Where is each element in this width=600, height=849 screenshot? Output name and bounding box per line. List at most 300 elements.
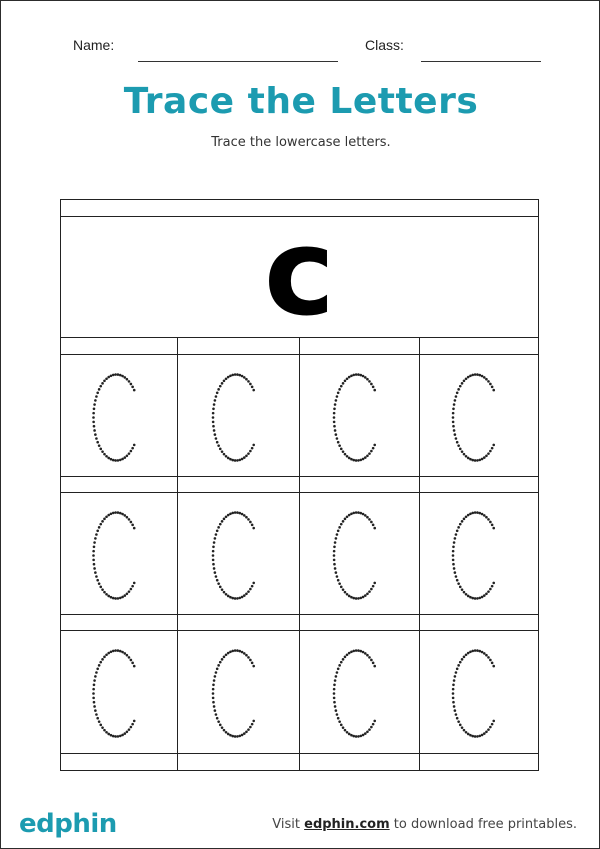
- trace-dot: [128, 380, 131, 383]
- trace-dot: [93, 403, 96, 406]
- trace-dot: [487, 590, 490, 593]
- trace-dot: [491, 662, 494, 665]
- footer-link[interactable]: edphin.com: [304, 817, 390, 832]
- trace-dot: [335, 399, 338, 402]
- trace-dot: [370, 450, 373, 453]
- trace-cell[interactable]: [420, 631, 538, 752]
- trace-dot: [238, 459, 241, 462]
- trace-dot: [459, 448, 462, 451]
- trace-dot: [481, 734, 484, 737]
- trace-dot: [212, 550, 215, 553]
- trace-dot: [335, 433, 338, 436]
- trace-dot: [467, 376, 470, 379]
- trace-dot: [243, 652, 246, 655]
- trace-dot: [373, 665, 376, 668]
- trace-dot: [216, 667, 219, 670]
- trace-dot: [471, 597, 474, 600]
- trace-dot: [99, 385, 102, 388]
- trace-dot: [241, 375, 244, 378]
- trace-dot: [455, 395, 458, 398]
- trace-dot: [465, 455, 468, 458]
- trace-dot: [461, 658, 464, 661]
- trace-dot: [453, 429, 456, 432]
- trace-dot: [471, 735, 474, 738]
- trace-dot: [350, 734, 353, 737]
- trace-dot: [452, 416, 455, 419]
- trace-dot: [478, 650, 481, 653]
- trace-dot: [93, 683, 96, 686]
- trace-dot: [452, 550, 455, 553]
- trace-dot: [368, 518, 371, 521]
- trace-dot: [357, 597, 360, 600]
- trace-dot: [340, 661, 343, 664]
- trace-dot: [101, 520, 104, 523]
- trace-dot: [346, 515, 349, 518]
- trace-dot: [212, 545, 215, 548]
- trace-dot: [476, 373, 479, 376]
- trace-dot: [133, 444, 136, 447]
- trace-dot: [99, 448, 102, 451]
- trace-dot: [130, 588, 133, 591]
- trace-dot: [133, 720, 136, 723]
- trace-dot: [455, 437, 458, 440]
- trace-dot: [249, 521, 252, 524]
- trace-dot: [117, 597, 120, 600]
- trace-dot: [94, 709, 97, 712]
- trace-dot: [214, 433, 217, 436]
- trace-dot: [119, 512, 122, 515]
- trace-dot: [131, 447, 134, 450]
- trace-dot: [213, 705, 216, 708]
- trace-cell[interactable]: [178, 631, 300, 752]
- trace-dot: [359, 597, 362, 600]
- trace-dot: [467, 733, 470, 736]
- trace-dot: [101, 382, 104, 385]
- trace-dot: [225, 731, 228, 734]
- trace-dot: [251, 662, 254, 665]
- trace-dot: [219, 385, 222, 388]
- trace-cell[interactable]: [61, 631, 178, 752]
- trace-dot: [119, 597, 122, 600]
- trace-dot: [478, 374, 481, 377]
- trace-dot: [340, 448, 343, 451]
- trace-dot: [251, 386, 254, 389]
- trace-dot: [346, 377, 349, 380]
- trace-dot: [355, 735, 358, 738]
- trace-dot: [124, 376, 127, 379]
- trace-dot: [112, 374, 115, 377]
- trace-dot: [95, 671, 98, 674]
- trace-dot: [335, 675, 338, 678]
- trace-dot: [93, 541, 96, 544]
- trace-cell[interactable]: [300, 355, 420, 476]
- trace-dot: [492, 720, 495, 723]
- trace-dot: [489, 588, 492, 591]
- trace-dot: [492, 444, 495, 447]
- trace-cell[interactable]: [178, 493, 300, 614]
- trace-dot: [212, 554, 215, 557]
- trace-dot: [212, 683, 215, 686]
- trace-dot: [337, 717, 340, 720]
- trace-dot: [348, 514, 351, 517]
- trace-dot: [483, 594, 486, 597]
- trace-dot: [359, 735, 362, 738]
- trace-dot: [227, 457, 230, 460]
- trace-dot: [234, 511, 237, 514]
- trace-dot: [491, 723, 494, 726]
- trace-dot: [121, 458, 124, 461]
- trace-dot: [469, 596, 472, 599]
- trace-dot: [355, 511, 358, 514]
- trace-dot: [340, 385, 343, 388]
- trace-cell[interactable]: [420, 355, 538, 476]
- trace-dot: [236, 649, 239, 652]
- trace-dot: [229, 512, 232, 515]
- trace-dot: [334, 541, 337, 544]
- trace-dot: [487, 728, 490, 731]
- trace-dot: [478, 597, 481, 600]
- trace-dot: [117, 511, 120, 514]
- trace-dot: [225, 377, 228, 380]
- trace-dot: [457, 664, 460, 667]
- trace-dot: [478, 512, 481, 515]
- trace-dot: [452, 683, 455, 686]
- trace-dot: [337, 529, 340, 532]
- trace-cell[interactable]: [300, 631, 420, 752]
- trace-dot: [92, 554, 95, 557]
- trace-dot: [98, 664, 101, 667]
- trace-dot: [117, 459, 120, 462]
- trace-dot: [481, 513, 484, 516]
- trace-dot: [344, 518, 347, 521]
- trace-dot: [216, 529, 219, 532]
- trace-dot: [342, 726, 345, 729]
- trace-dot: [212, 697, 215, 700]
- trace-dot: [124, 652, 127, 655]
- trace-dot: [476, 597, 479, 600]
- trace-dot: [366, 516, 369, 519]
- trace-dot: [454, 571, 457, 574]
- trace-dot: [238, 374, 241, 377]
- trace-dot: [94, 433, 97, 436]
- trace-dot: [219, 448, 222, 451]
- trace-dot: [103, 380, 106, 383]
- trace-dot: [474, 597, 477, 600]
- trace-dot: [333, 412, 336, 415]
- trace-dot: [247, 656, 250, 659]
- trace-dot: [352, 459, 355, 462]
- trace-dot: [213, 567, 216, 570]
- trace-dot: [454, 709, 457, 712]
- trace-dot: [236, 735, 239, 738]
- dotted-letter-c: [178, 631, 300, 752]
- trace-dot: [128, 590, 131, 593]
- trace-dot: [333, 688, 336, 691]
- trace-dot: [485, 654, 488, 657]
- trace-dot: [225, 653, 228, 656]
- trace-dot: [96, 391, 99, 394]
- trace-dot: [112, 735, 115, 738]
- trace-dot: [364, 514, 367, 517]
- trace-dot: [128, 518, 131, 521]
- trace-dot: [212, 421, 215, 424]
- trace-dot: [362, 596, 365, 599]
- trace-dot: [107, 733, 110, 736]
- trace-dot: [112, 512, 115, 515]
- trace-dot: [223, 380, 226, 383]
- trace-dot: [357, 511, 360, 514]
- trace-dot: [335, 571, 338, 574]
- trace-dot: [357, 459, 360, 462]
- trace-dot: [478, 735, 481, 738]
- trace-dot: [247, 590, 250, 593]
- trace-dot: [455, 533, 458, 536]
- trace-dot: [124, 594, 127, 597]
- trace-dot: [93, 679, 96, 682]
- trace-dot: [368, 656, 371, 659]
- trace-dot: [128, 452, 131, 455]
- trace-dot: [236, 511, 239, 514]
- trace-dot: [454, 399, 457, 402]
- class-label: Class:: [365, 37, 404, 53]
- trace-dot: [236, 373, 239, 376]
- trace-dot: [492, 665, 495, 668]
- trace-dot: [452, 421, 455, 424]
- trace-dot: [471, 512, 474, 515]
- trace-dot: [112, 650, 115, 653]
- trace-dot: [98, 720, 101, 723]
- trace-dot: [130, 659, 133, 662]
- trace-dot: [131, 723, 134, 726]
- trace-dot: [471, 374, 474, 377]
- trace-dot: [474, 649, 477, 652]
- trace-dot: [483, 652, 486, 655]
- trace-cell[interactable]: [61, 493, 178, 614]
- dotted-letter-c: [420, 631, 538, 752]
- trace-dot: [105, 515, 108, 518]
- trace-dot: [249, 588, 252, 591]
- trace-dot: [225, 515, 228, 518]
- trace-dot: [101, 726, 104, 729]
- trace-dot: [215, 671, 218, 674]
- trace-dot: [364, 652, 367, 655]
- trace-dot: [337, 441, 340, 444]
- trace-dot: [133, 665, 136, 668]
- trace-dot: [252, 720, 255, 723]
- trace-dot: [219, 523, 222, 526]
- trace-dot: [93, 567, 96, 570]
- trace-dot: [99, 724, 102, 727]
- trace-dot: [485, 455, 488, 458]
- trace-dot: [355, 597, 358, 600]
- trace-dot: [107, 514, 110, 517]
- trace-dot: [346, 731, 349, 734]
- trace-dot: [117, 373, 120, 376]
- trace-dot: [452, 563, 455, 566]
- trace-dot: [471, 459, 474, 462]
- trace-dot: [223, 656, 226, 659]
- trace-dot: [333, 554, 336, 557]
- trace-dot: [93, 425, 96, 428]
- trace-dot: [459, 661, 462, 664]
- trace-dot: [114, 459, 117, 462]
- trace-dot: [133, 389, 136, 392]
- trace-dot: [340, 586, 343, 589]
- trace-dot: [131, 585, 134, 588]
- trace-dot: [112, 459, 115, 462]
- trace-cell[interactable]: [61, 355, 178, 476]
- trace-dot: [94, 537, 97, 540]
- trace-dot: [467, 595, 470, 598]
- trace-dot: [217, 444, 220, 447]
- trace-dot: [333, 683, 336, 686]
- trace-dot: [333, 701, 336, 704]
- dotted-letter-c: [178, 355, 300, 476]
- trace-dot: [245, 378, 248, 381]
- trace-dot: [465, 515, 468, 518]
- trace-dot: [96, 667, 99, 670]
- trace-dot: [492, 582, 495, 585]
- trace-dot: [455, 575, 458, 578]
- trace-dot: [131, 386, 134, 389]
- trace-dot: [452, 407, 455, 410]
- trace-dot: [453, 705, 456, 708]
- trace-dot: [103, 729, 106, 732]
- trace-dot: [481, 458, 484, 461]
- trace-dot: [338, 720, 341, 723]
- dotted-letter-c: [61, 355, 178, 476]
- trace-dot: [474, 459, 477, 462]
- trace-dot: [336, 437, 339, 440]
- trace-dot: [362, 458, 365, 461]
- trace-dot: [217, 388, 220, 391]
- trace-dot: [96, 579, 99, 582]
- trace-dot: [105, 653, 108, 656]
- trace-dot: [457, 526, 460, 529]
- trace-dot: [227, 595, 230, 598]
- trace-dot: [223, 518, 226, 521]
- trace-dot: [93, 705, 96, 708]
- trace-dot: [372, 386, 375, 389]
- trace-dot: [243, 732, 246, 735]
- trace-dot: [453, 679, 456, 682]
- trace-dot: [366, 654, 369, 657]
- trace-dot: [219, 724, 222, 727]
- trace-dot: [483, 376, 486, 379]
- trace-dot: [107, 595, 110, 598]
- trace-dot: [212, 425, 215, 428]
- trace-dot: [373, 527, 376, 530]
- trace-dot: [110, 512, 113, 515]
- trace-dot: [483, 514, 486, 517]
- trace-dot: [489, 659, 492, 662]
- edphin-logo: edphin: [19, 809, 117, 839]
- trace-dot: [121, 651, 124, 654]
- trace-cell[interactable]: [420, 493, 538, 614]
- trace-dot: [461, 450, 464, 453]
- trace-dot: [221, 520, 224, 523]
- trace-dot: [93, 545, 96, 548]
- trace-dot: [214, 399, 217, 402]
- trace-dot: [334, 679, 337, 682]
- trace-dot: [476, 459, 479, 462]
- trace-cell[interactable]: [178, 355, 300, 476]
- trace-dot: [212, 701, 215, 704]
- trace-dot: [229, 458, 232, 461]
- trace-dot: [467, 514, 470, 517]
- trace-dot: [465, 731, 468, 734]
- trace-dot: [368, 728, 371, 731]
- trace-dot: [355, 649, 358, 652]
- trace-dot: [212, 412, 215, 415]
- trace-dot: [223, 729, 226, 732]
- trace-dot: [463, 591, 466, 594]
- trace-dot: [469, 650, 472, 653]
- trace-dot: [362, 513, 365, 516]
- trace-dot: [342, 520, 345, 523]
- trace-dot: [212, 688, 215, 691]
- trace-dot: [101, 588, 104, 591]
- trace-dot: [225, 593, 228, 596]
- trace-dot: [223, 591, 226, 594]
- trace-dot: [342, 450, 345, 453]
- trace-dot: [117, 649, 120, 652]
- trace-dot: [333, 407, 336, 410]
- trace-dot: [333, 559, 336, 562]
- trace-dot: [492, 527, 495, 530]
- trace-dot: [215, 533, 218, 536]
- trace-dot: [491, 524, 494, 527]
- trace-dot: [352, 735, 355, 738]
- trace-dot: [249, 383, 252, 386]
- trace-dot: [213, 429, 216, 432]
- trace-dot: [110, 650, 113, 653]
- trace-dot: [105, 377, 108, 380]
- trace-dot: [346, 653, 349, 656]
- trace-dot: [370, 521, 373, 524]
- trace-dot: [95, 437, 98, 440]
- trace-dot: [229, 734, 232, 737]
- trace-dot: [344, 380, 347, 383]
- trace-dot: [362, 651, 365, 654]
- footer-note-prefix: Visit: [272, 817, 305, 832]
- trace-dot: [245, 654, 248, 657]
- trace-dot: [459, 586, 462, 589]
- trace-dot: [94, 571, 97, 574]
- trace-dot: [333, 563, 336, 566]
- trace-dot: [338, 444, 341, 447]
- trace-dot: [474, 735, 477, 738]
- trace-dot: [348, 733, 351, 736]
- trace-dot: [489, 383, 492, 386]
- trace-dot: [121, 513, 124, 516]
- trace-dot: [252, 582, 255, 585]
- trace-dot: [346, 455, 349, 458]
- dotted-letter-c: [420, 355, 538, 476]
- trace-dot: [126, 593, 129, 596]
- trace-dot: [342, 588, 345, 591]
- trace-dot: [485, 378, 488, 381]
- trace-dot: [352, 512, 355, 515]
- trace-cell[interactable]: [300, 493, 420, 614]
- trace-dot: [362, 734, 365, 737]
- trace-dot: [107, 457, 110, 460]
- trace-dot: [453, 403, 456, 406]
- trace-dot: [467, 652, 470, 655]
- model-letter-box: [61, 204, 538, 343]
- trace-dot: [355, 459, 358, 462]
- trace-dot: [478, 459, 481, 462]
